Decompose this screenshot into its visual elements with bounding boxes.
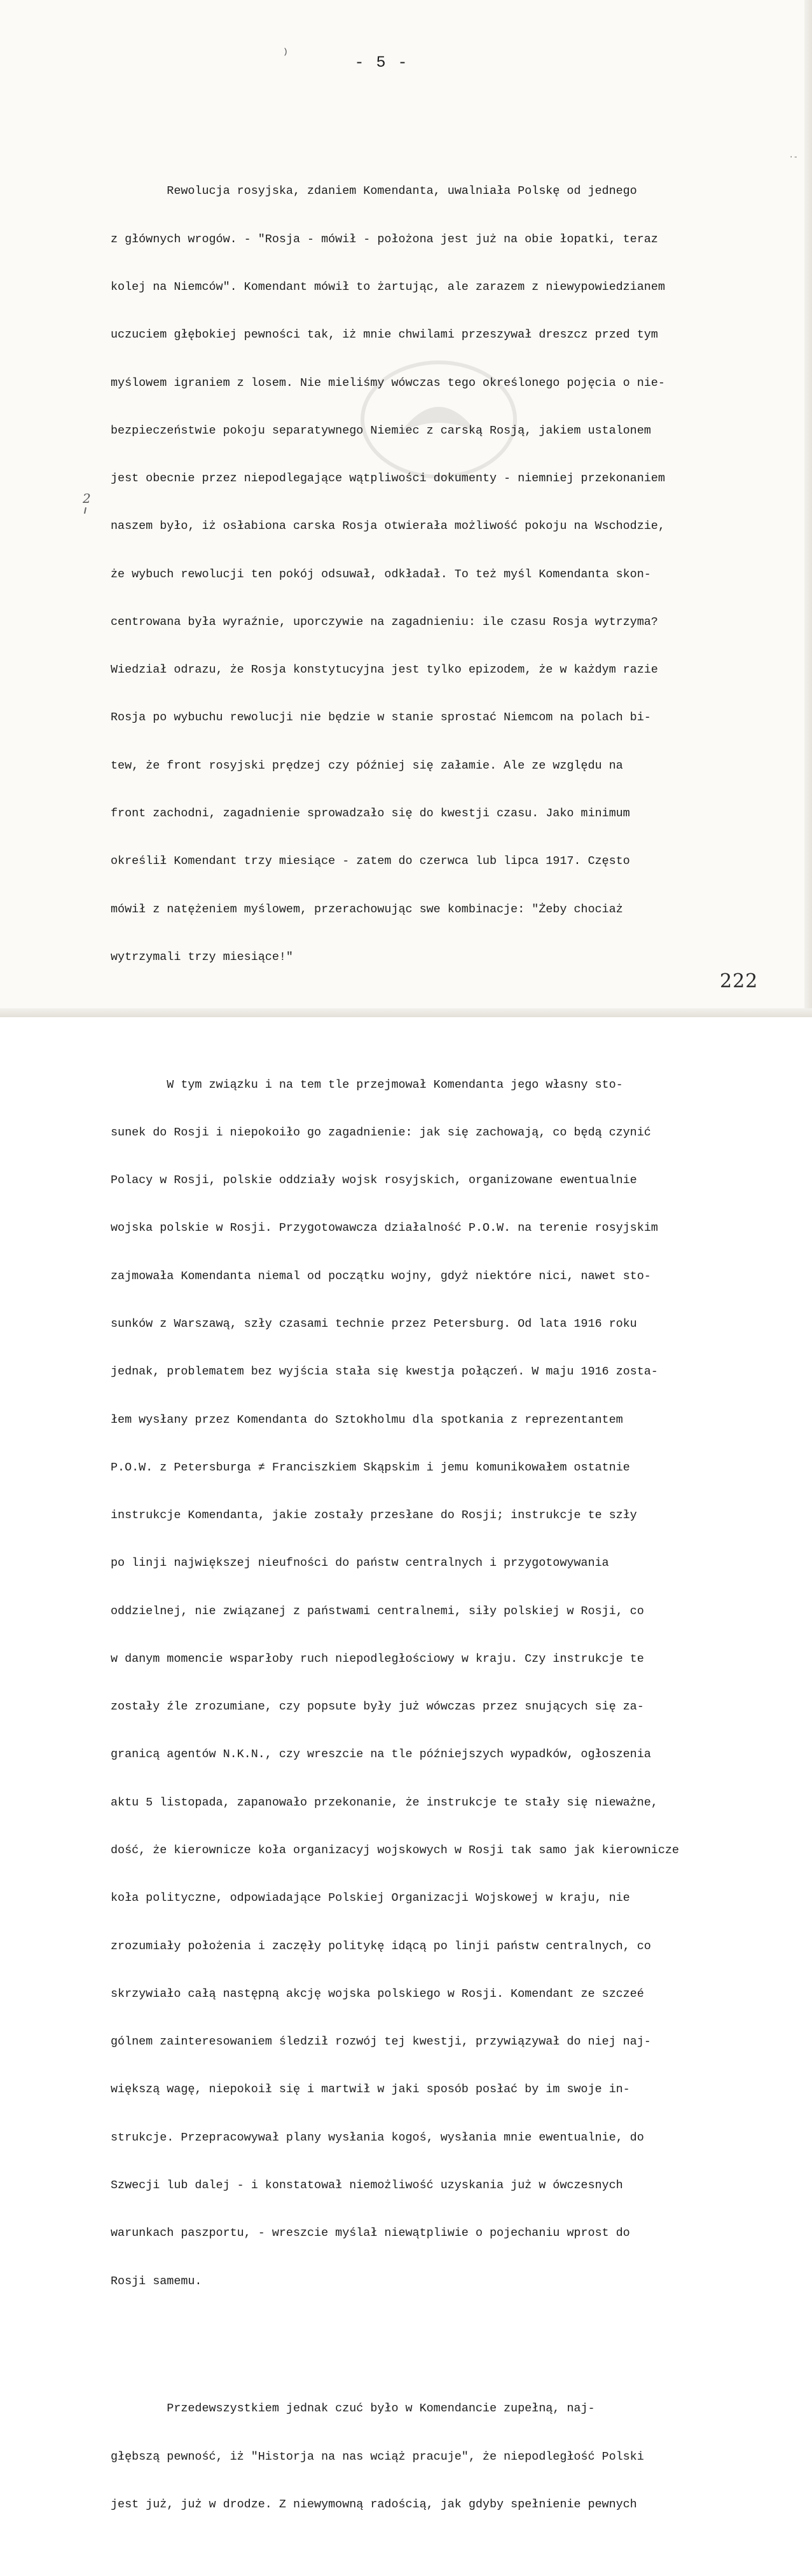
archive-folio-number: 222 [720, 970, 759, 992]
text-line: Rewolucja rosyjska, zdaniem Komendanta, uwalniała Polskę od jednego [111, 184, 637, 198]
text-line: naszem było, iż osłabiona carska Rosja otwierała możliwość pokoju na Wschodzie, [111, 519, 665, 533]
text-line: kolej na Niemców". Komendant mówił to żartując, ale zarazem z niewypowiedzianem [111, 280, 665, 294]
text-line: P.O.W. z Petersburga ≠ Franciszkiem Skąpskim i jemu komunikowałem ostatnie [111, 1460, 630, 1474]
text-line: mówił z natężeniem myślowem, przerachowując swe kombinacje: "Żeby chociaż [111, 902, 623, 916]
text-line: warunkach paszportu, - wreszcie myślał niewątpliwie o pojechaniu wprost do [111, 2226, 630, 2240]
text-line: Szwecji lub dalej - i konstatował niemożliwość uzyskania już w ówczesnych [111, 2179, 623, 2192]
text-line: jest obecnie przez niepodlegające wątpliwości dokumenty - niemniej przekonaniem [111, 472, 665, 486]
text-line: granicą agentów N.K.N., czy wreszcie na tle późniejszych wypadków, ogłoszenia [111, 1748, 651, 1762]
text-line: tew, że front rosyjski prędzej czy później się załamie. Ale ze względu na [111, 758, 623, 772]
text-line: zajmowała Komendanta niemal od początku wojny, gdyż niektóre nici, nawet sto- [111, 1269, 651, 1283]
text-line: skrzywiało całą następną akcję wojska polskiego w Rosji. Komendant ze szczeé [111, 1987, 644, 2001]
text-line: zrozumiały położenia i zaczęły politykę idącą po linji państw centralnych, co [111, 1939, 651, 1953]
text-line: łem wysłany przez Komendanta do Sztokholmu dla spotkania z reprezentantem [111, 1413, 623, 1427]
text-line: zostały źle zrozumiane, czy popsute były już wówczas przez snujących się za- [111, 1700, 644, 1714]
text-line: jest już, już w drodze. Z niewymowną radością, jak gdyby spełnienie pewnych [111, 2497, 637, 2511]
text-line: aktu 5 listopada, zapanowało przekonanie, że instrukcje te stały się nieważne, [111, 1795, 658, 1809]
text-line: w danym momencie wsparłoby ruch niepodległościowy w kraju. Czy instrukcje te [111, 1652, 644, 1666]
text-line: większą wagę, niepokoił się i martwił w jaki sposób posłać by im swoje in- [111, 2083, 630, 2097]
text-line: gólnem zainteresowaniem śledził rozwój tej kwestji, przywiązywał do niej naj- [111, 2035, 651, 2049]
text-line: że wybuch rewolucji ten pokój odsuwał, odkładał. To też myśl Komendanta skon- [111, 567, 651, 581]
text-line: Przedewszystkiem jednak czuć było w Komendancie zupełną, naj- [111, 2402, 595, 2416]
text-line: Wiedział odrazu, że Rosja konstytucyjna jest tylko epizodem, że w każdym razie [111, 663, 658, 677]
text-line: dość, że kierownicze koła organizacyj wojskowych w Rosji tak samo jak kierownicze [111, 1844, 679, 1858]
text-line: centrowana była wyraźnie, uporczywie na zagadnieniu: ile czasu Rosja wytrzyma? [111, 615, 658, 629]
text-line: bezpieczeństwie pokoju separatywnego Niemiec z carską Rosją, jakiem ustalonem [111, 423, 651, 437]
text-line: uczuciem głębokiej pewności tak, iż mnie chwilami przeszywał dreszcz przed tym [111, 328, 658, 342]
text-line: głębszą pewność, iż "Historja na nas wciąż pracuje", że niepodległość Polski [111, 2449, 644, 2463]
text-line: front zachodni, zagadnienie sprowadzało się do kwestji czasu. Jako minimum [111, 807, 630, 821]
text-line: W tym związku i na tem tle przejmował Komendanta jego własny sto- [111, 1078, 623, 1092]
paragraph [111, 1045, 778, 2321]
text-line: Rosja po wybuchu rewolucji nie będzie w stanie sprostać Niemcom na polach bi- [111, 711, 651, 725]
text-line: z głównych wrogów. - "Rosja - mówił - położona jest już na obie łopatki, teraz [111, 232, 658, 246]
text-line: oddzielnej, nie związanej z państwami centralnemi, siły polskiej w Rosji, co [111, 1604, 644, 1618]
text-line: określił Komendant trzy miesiące - zatem do czerwca lub lipca 1917. Często [111, 854, 630, 868]
paper-edge [804, 0, 812, 1017]
paragraph [111, 2369, 778, 2544]
page-number: - 5 - [354, 53, 409, 72]
edge-mark: ·- [788, 153, 798, 161]
text-line: Rosji samemu. [111, 2274, 202, 2288]
text-line: strukcje. Przepracowywał plany wysłania kogoś, wysłania mnie ewentualnie, do [111, 2130, 644, 2144]
text-line: sunków z Warszawą, szły czasami technie przez Petersburg. Od lata 1916 roku [111, 1317, 637, 1331]
handwritten-margin-note: 2 [83, 491, 91, 506]
typewritten-body [111, 120, 778, 2576]
text-line: instrukcje Komendanta, jakie zostały przesłane do Rosji; instrukcje te szły [111, 1509, 637, 1523]
text-line: po linji największej nieufności do państw centralnych i przygotowywania [111, 1556, 609, 1570]
stray-mark: ) [283, 47, 288, 57]
text-line: wojska polskie w Rosji. Przygotowawcza działalność P.O.W. na terenie rosyjskim [111, 1221, 658, 1235]
text-line: wytrzymali trzy miesiące!" [111, 950, 293, 964]
text-line: Polacy w Rosji, polskie oddziały wojsk rosyjskich, organizowane ewentualnie [111, 1174, 637, 1188]
text-line: koła polityczne, odpowiadające Polskiej Organizacji Wojskowej w kraju, nie [111, 1891, 630, 1905]
paragraph [111, 151, 778, 997]
text-line: jednak, problematem bez wyjścia stała się kwestja połączeń. W maju 1916 zosta- [111, 1365, 658, 1379]
text-line: sunek do Rosji i niepokoiło go zagadnienie: jak się zachowają, co będą czynić [111, 1125, 651, 1139]
text-line: myślowem igraniem z losem. Nie mieliśmy wówczas tego określonego pojęcia o nie- [111, 376, 665, 390]
margin-tick-mark [84, 507, 86, 514]
